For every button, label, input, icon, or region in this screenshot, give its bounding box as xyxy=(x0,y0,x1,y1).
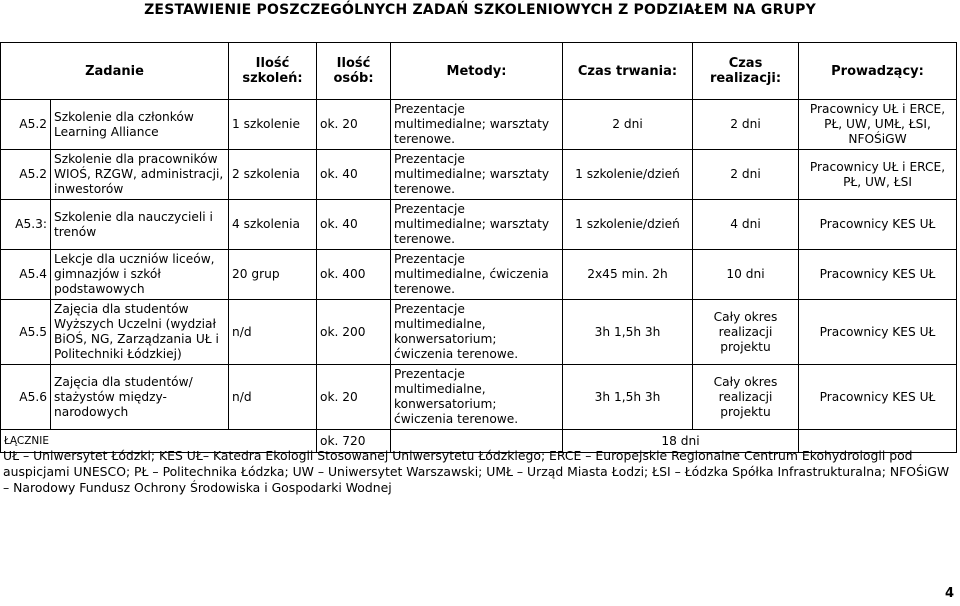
task-id: A5.3: xyxy=(1,200,51,250)
task-realization: Cały okres realizacji projektu xyxy=(693,365,799,430)
task-id: A5.5 xyxy=(1,300,51,365)
task-trainings: 2 szkolenia xyxy=(229,150,317,200)
total-days: 18 dni xyxy=(563,430,799,453)
task-realization: Cały okres realizacji projektu xyxy=(693,300,799,365)
task-lead: Pracownicy KES UŁ xyxy=(799,300,957,365)
task-trainings: 4 szkolenia xyxy=(229,200,317,250)
task-methods: Prezentacje multimedialne; warsztaty terenowe. xyxy=(391,100,563,150)
task-realization: 4 dni xyxy=(693,200,799,250)
task-realization: 2 dni xyxy=(693,100,799,150)
header-metody: Metody: xyxy=(391,43,563,100)
task-people: ok. 400 xyxy=(317,250,391,300)
task-methods: Prezentacje multimedialne; warsztaty terenowe. xyxy=(391,200,563,250)
task-duration: 1 szkolenie/dzień xyxy=(563,150,693,200)
task-name: Szkolenie dla nauczycieli i trenów xyxy=(51,200,229,250)
document-title: ZESTAWIENIE POSZCZEGÓLNYCH ZADAŃ SZKOLENIOWYCH Z PODZIAŁEM NA GRUPY xyxy=(144,2,816,18)
task-name: Zajęcia dla studentów/ stażystów między-narodowych xyxy=(51,365,229,430)
task-lead: Pracownicy KES UŁ xyxy=(799,250,957,300)
task-name: Szkolenie dla członków Learning Alliance xyxy=(51,100,229,150)
table-row xyxy=(1,100,957,150)
task-id: A5.6 xyxy=(1,365,51,430)
task-realization: 2 dni xyxy=(693,150,799,200)
table-row xyxy=(1,250,957,300)
task-trainings: n/d xyxy=(229,365,317,430)
header-zadanie: Zadanie xyxy=(1,43,229,100)
task-people: ok. 200 xyxy=(317,300,391,365)
task-trainings: n/d xyxy=(229,300,317,365)
task-methods: Prezentacje multimedialne, konwersatorium; ćwiczenia terenowe. xyxy=(391,300,563,365)
task-name: Lekcje dla uczniów liceów, gimnazjów i szkół podstawowych xyxy=(51,250,229,300)
task-duration: 2x45 min. 2h xyxy=(563,250,693,300)
header-ilosc-osob: Ilość osób: xyxy=(317,43,391,100)
task-trainings: 1 szkolenie xyxy=(229,100,317,150)
task-methods: Prezentacje multimedialne, ćwiczenia terenowe. xyxy=(391,250,563,300)
table-row xyxy=(1,150,957,200)
table-row xyxy=(1,200,957,250)
header-ilosc-szkolen: Ilość szkoleń: xyxy=(229,43,317,100)
task-realization: 10 dni xyxy=(693,250,799,300)
task-duration: 3h 1,5h 3h xyxy=(563,365,693,430)
header-prowadzacy: Prowadzący: xyxy=(799,43,957,100)
task-id: A5.4 xyxy=(1,250,51,300)
task-lead: Pracownicy KES UŁ xyxy=(799,365,957,430)
header-czas-trwania: Czas trwania: xyxy=(563,43,693,100)
task-lead: Pracownicy KES UŁ xyxy=(799,200,957,250)
task-people: ok. 40 xyxy=(317,200,391,250)
task-duration: 2 dni xyxy=(563,100,693,150)
table-row xyxy=(1,300,957,365)
task-duration: 1 szkolenie/dzień xyxy=(563,200,693,250)
task-lead: Pracownicy UŁ i ERCE, PŁ, UW, ŁSI xyxy=(799,150,957,200)
task-id: A5.2 xyxy=(1,100,51,150)
total-label: ŁĄCZNIE xyxy=(1,430,317,453)
page-number: 4 xyxy=(944,586,954,601)
abbreviations-legend: UŁ – Uniwersytet Łódzki; KES UŁ– Katedra Ekologii Stosowanej Uniwersytetu Łódzkiego; ERCE – Europejskie Regionalne Centrum Ekohydrologii pod auspicjami UNESCO; PŁ – Politechnika Łódzka; UW – Uniwersytet Warszawski; UMŁ – Urząd Miasta Łodzi; ŁSI – Łódzka Spółka Infrastrukturalna; NFOŚiGW – Narodowy Fundusz Ochrony Środowiska i Gospodarki Wodnej xyxy=(3,448,950,495)
tasks-table xyxy=(0,42,957,453)
task-methods: Prezentacje multimedialne, konwersatorium; ćwiczenia terenowe. xyxy=(391,365,563,430)
header-czas-realizacji: Czas realizacji: xyxy=(693,43,799,100)
task-duration: 3h 1,5h 3h xyxy=(563,300,693,365)
task-name: Zajęcia dla studentów Wyższych Uczelni (wydział BiOŚ, NG, Zarządzania UŁ i Politechniki Łódzkiej) xyxy=(51,300,229,365)
total-people: ok. 720 xyxy=(317,430,391,453)
task-lead: Pracownicy UŁ i ERCE, PŁ, UW, UMŁ, ŁSI, NFOŚiGW xyxy=(799,100,957,150)
task-people: ok. 20 xyxy=(317,365,391,430)
task-people: ok. 20 xyxy=(317,100,391,150)
table-row xyxy=(1,365,957,430)
task-methods: Prezentacje multimedialne; warsztaty terenowe. xyxy=(391,150,563,200)
task-name: Szkolenie dla pracowników WIOŚ, RZGW, administracji, inwestorów xyxy=(51,150,229,200)
task-trainings: 20 grup xyxy=(229,250,317,300)
task-people: ok. 40 xyxy=(317,150,391,200)
task-id: A5.2 xyxy=(1,150,51,200)
table-header-row xyxy=(1,43,957,100)
